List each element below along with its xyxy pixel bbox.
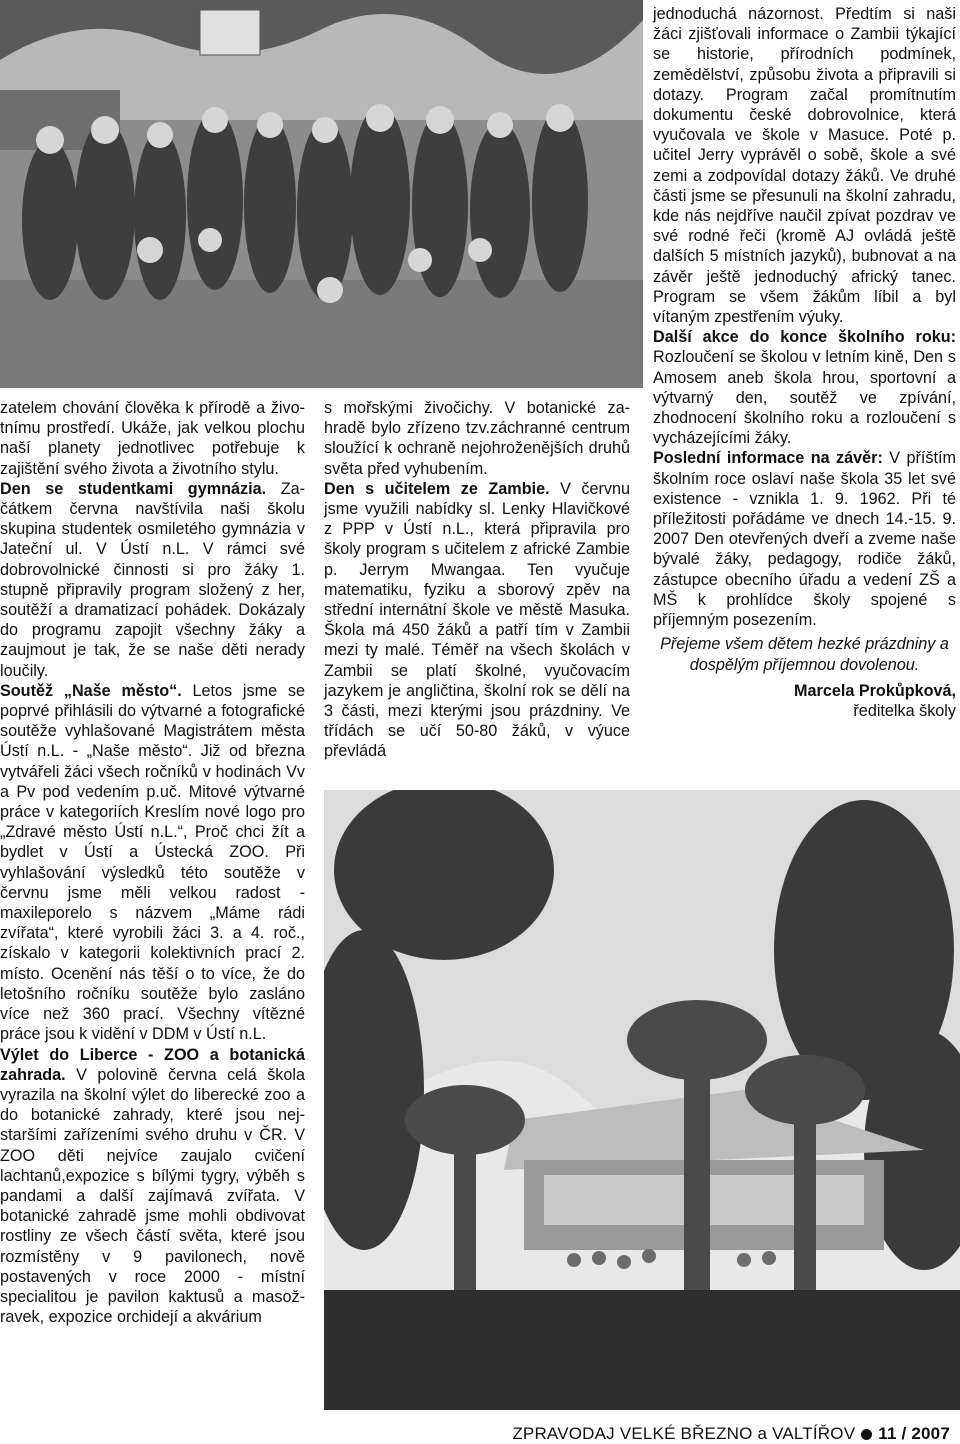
- middle-paragraph-2: Den s učitelem ze Zambie. V červnu jsme využili nabídky sl. Lenky Hlavičkové z PPP v Ústí n.L., která připravila pro školy program s učitelem z africké Zambie p. Jerrym Mwangaa. Ten vyučuje matematiku, fyziku a sborový zpěv na střední internátní škole ve městě Masuka. Škola má 450 žáků a patří tím v Zambii mezi ty malé. Téměř na všech školách v Zambii se platí školné, vyučovacím jazykem je angličtina, školní rok se dělí na 3 části, mezi kterými jsou prázdniny. Ve třídách se učí 50-80 žáků, v výuce převládá: [324, 479, 630, 761]
- heading-final-info: Poslední informace na závěr:: [653, 449, 883, 468]
- left-column: [0, 398, 305, 1327]
- heading-students: Den se studentkami gymnázia.: [0, 479, 267, 498]
- heading-trip: Výlet do Liberce - ZOO a botanická zahrada.: [0, 1045, 305, 1084]
- group-photo: [0, 0, 643, 388]
- bullet-icon: [861, 1429, 872, 1440]
- newsletter-title: ZPRAVODAJ VELKÉ BŘEZNO a VALTÍŘOV: [512, 1424, 856, 1443]
- right-paragraph-3: Poslední informace na závěr: V příštím školním roce oslaví naše škola 35 let své existence - vznikla 1. 9. 1962. Při té příležitosti pořádáme ve dnech 14.-15. 9. 2007 Den otevřených dveří a zveme naše bývalé žáky, pedagogy, rodiče žáků, zástupce obecního úřadu a vedení ZŠ a MŠ k prohlídce školy spojené s příjemným posezením.: [653, 449, 956, 630]
- left-paragraph-2: Den se studentkami gymnázia. Začátkem června navštívila naši školu skupina studentek osmiletého gymnázia v Jateční ul. V Ústí n.L. V rámci své dobrovolnické činnosti si pro žáky 1. stupně připravily program složený z her, soutěží a dramatizací pohádek. Dokázaly do programu zapojit všechny žáky a zaujmout je tak, že se naše děti nerady loučily.: [0, 479, 305, 680]
- heading-zambia: Den s učitelem ze Zambie.: [324, 479, 550, 498]
- middle-paragraph-1: s mořskými živočichy. V botanické zahradě bylo zřízeno tzv.záchranné centrum sloužící k ochraně nejohroženějších druhů světa před vyhubením.: [324, 399, 630, 478]
- signature-name: Marcela Prokůpková,: [794, 681, 956, 700]
- right-column: [653, 4, 956, 721]
- garden-photo: [324, 790, 960, 1410]
- heading-further-events: Další akce do konce školního roku:: [653, 328, 956, 347]
- signature-role: ředitelka školy: [853, 701, 956, 720]
- right-paragraph-2: Další akce do konce školního roku: Rozloučení se školou v letním kině, Den s Amosem aneb škola hrou, sportovní a výtvarný den, soutěž ve zpívání, zhodnocení školního roku a rozloučení s vycházejícími žáky.: [653, 328, 956, 448]
- left-paragraph-4: Výlet do Liberce - ZOO a botanická zahrada. V polovině června celá škola vyrazila na školní výlet do liberecké zoo a do botanické zahrady, které jsou nejstaršími zařízeními svého druhu v ČR. V ZOO děti nejvíce zaujalo cvičení lachtanů,expozice s bílými tygry, výběh s pandami a další zajímavá zvířata. V botanické zahradě jsme mohli obdivovat rostliny ze všech částí světa, které jsou rozmístěny v 9 pavilonech, nově postavených v roce 2000 - místní specialitou je pavilon kaktusů a masožravek, expozice orchidejí a akvárium: [0, 1045, 305, 1327]
- heading-competition: Soutěž „Naše město“.: [0, 681, 182, 700]
- issue-number: 11 / 2007: [878, 1424, 950, 1443]
- wish-text: Přejeme všem dětem hezké prázdniny a dospělým příjemnou dovolenou.: [660, 635, 949, 674]
- right-paragraph-1: jednoduchá názornost. Předtím si naši žáci zjišťovali informace o Zambii týkající se historie, přírodních podmínek, zemědělství, způsobu života a připravili si dotazy. Program začal promítnutím dokumentu české dobrovolnice, která vyučovala ve škole v Masuce. Poté p. učitel Jerry vyprávěl o sobě, škole a své zemi a zodpovídal dotazy žáků. Ve druhé části jsme se přesunuli na školní zahradu, kde nás nejdříve naučil zpívat pozdrav ve své rodné řeči (kromě AJ ovládá ještě dalších 5 místních jazyků), bubnovat a na závěr ještě jednoduchý africký tanec. Program se všem žákům líbil a byl vítaným zpestřením výuky.: [653, 5, 956, 327]
- left-paragraph-3: Soutěž „Naše město“. Letos jsme se poprvé přihlásili do výtvarné a fotografické soutěže vyhlašované Magistrátem města Ústí n.L. - „Naše město“. Již od března vytvářeli žáci všech ročníků v hodinách Vv a Pv pod vedením p.uč. Mitové výtvarné práce v kategoriích Kreslím nové logo pro „Zdravé město Ústí n.L.“, Proč chci žít a bydlet v Ústí a Ústecká ZOO. Při vyhlašování výsledků této soutěže v červnu jsme měli velkou radost -maxileporelo s názvem „Máme rádi zvířata“, které vyrobili žáci 3. a 4. roč., získalo v kategorii kolektivních prací 2. místo. Ocenění nás těší o to více, že do letošního ročníku soutěže bylo zasláno více než 360 prací. Všechny vítězné práce jsou k vidění v DDM v Ústí n.L.: [0, 681, 305, 1044]
- middle-column: [324, 398, 630, 762]
- page-footer: [0, 1424, 950, 1444]
- left-paragraph-1: zatelem chování člověka k přírodě a životnímu prostředí. Ukáže, jak velkou plochu naší planety jednotlivec potřebuje k zajištění svého života a životního stylu.: [0, 399, 305, 478]
